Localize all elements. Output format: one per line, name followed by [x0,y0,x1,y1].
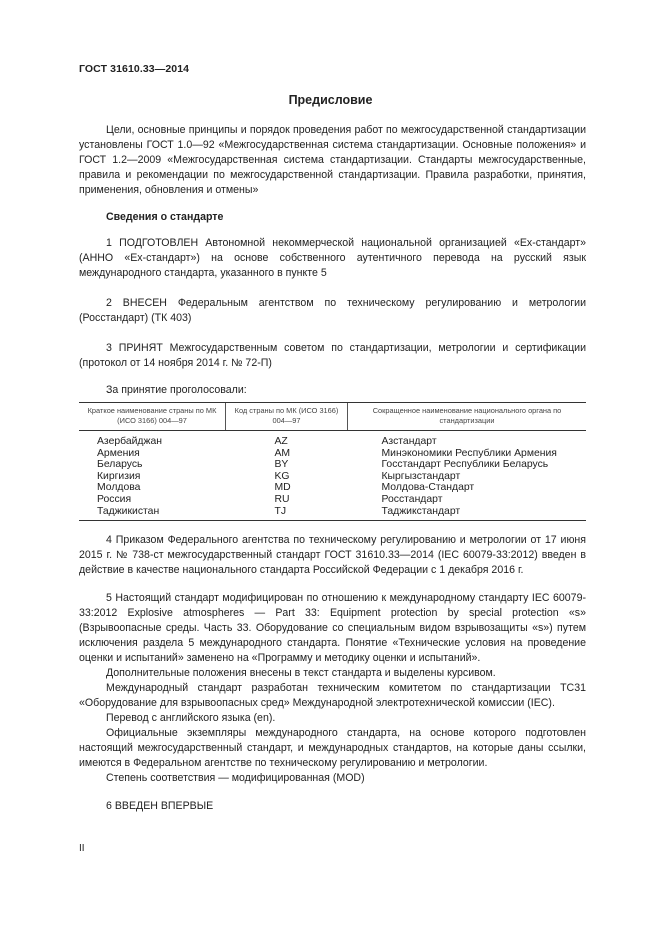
item-5-paragraph: 5 Настоящий стандарт модифицирован по отношению к международному стандарту IEC 60079-33:2012 Explosive atmospheres — Part 33: Equipment protection by special protection «s» (Взрывоопасные среды. Часть 33. Оборудование со специальным видом взрывозащиты «s») путем исключения раздела 5 международного стандарта. Понятие «Технические условия на проведение оценки и испытаний» заменено на «Программу и методику оценки и испытаний». [79,592,586,664]
table-row [79,459,586,471]
body-cell: Госстандарт Республики Беларусь [381,459,549,471]
item-2-paragraph: 2 ВНЕСЕН Федеральным агентством по техническому регулированию и метрологии (Росстандарт) (ТК 403) [79,297,586,324]
table-row [79,506,586,521]
item-5-italic-note: Дополнительные положения внесены в текст стандарта и выделены курсивом. [106,667,496,679]
page-title: Предисловие [288,93,373,107]
country-cell: Таджикистан [79,506,226,521]
item-4-paragraph: 4 Приказом Федерального агентства по техническому регулированию и метрологии от 17 июня 2015 г. № 738-ст межгосударственный стандарт ГОСТ 31610.33—2014 (IEC 60079-33:2012) введен в действие в качестве национального стандарта Российской Федерации с 1 декабря 2016 г. [79,534,586,576]
voting-table [79,402,586,521]
item-3-paragraph: 3 ПРИНЯТ Межгосударственным советом по стандартизации, метрологии и сертификации (протокол от 14 ноября 2014 г. № 72-П) [79,342,586,369]
intro-paragraph: Цели, основные принципы и порядок проведения работ по межгосударственной стандартизации установлены ГОСТ 1.0—92 «Межгосударственная система стандартизации. Основные положения» и ГОСТ 1.2—2009 «Межгосударственная система стандартизации. Стандарты межгосударственные, правила и рекомендации по межгосударственной стандартизации. Правила разработки, принятия, применения, обновления и отмены» [79,124,586,196]
table-row [79,482,586,494]
code-cell: RU [274,493,290,505]
code-cell: MD [274,482,291,494]
country-cell: Киргизия [97,470,141,482]
code-cell: AM [274,447,291,459]
item-6-paragraph: 6 ВВЕДЕН ВПЕРВЫЕ [106,800,214,812]
document-code: ГОСТ 31610.33—2014 [79,63,190,75]
item-5-copies-paragraph: Официальные экземпляры международного стандарта, на основе которого подготовлен настоящий межгосударственный стандарт, и международных стандартов, на которые даны ссылки, имеются в Федеральном агентстве по техническому регулированию и метрологии. [79,727,586,769]
body-cell: Минэкономики Республики Армения [381,447,557,459]
table-row [79,471,586,483]
section-heading: Сведения о стандарте [106,211,224,223]
column-header-country: Краткое наименование страны по МК (ИСО 3166) 004—97 [79,403,226,431]
country-cell: Беларусь [97,459,143,471]
country-cell: Азербайджан [97,436,162,447]
item-5-tc-paragraph: Международный стандарт разработан техническим комитетом по стандартизации ТС31 «Оборудование для взрывоопасных сред» Международной электротехнической комиссии (IEC). [79,682,586,709]
country-cell: Молдова [97,482,141,494]
code-cell: TJ [226,506,348,521]
body-cell: Кыргызстандарт [381,470,461,482]
body-cell: Росстандарт [381,493,443,505]
item-5-conformity-degree: Степень соответствия — модифицированная (MOD) [106,772,365,784]
item-5-translation-note: Перевод с английского языка (en). [106,712,276,724]
code-cell: AZ [274,436,288,447]
column-header-body: Сокращенное наименование национального органа по стандартизации [348,403,587,431]
page-number: II [79,843,85,854]
table-row [79,494,586,506]
body-cell: Таджикстандарт [348,506,587,521]
voted-label: За принятие проголосовали: [106,384,247,396]
table-row [79,431,586,448]
column-header-code: Код страны по МК (ИСО 3166) 004—97 [226,403,348,431]
body-cell: Азстандарт [381,436,437,447]
country-cell: Россия [97,493,132,505]
table-header-row [79,403,586,431]
code-cell: KG [274,470,290,482]
country-cell: Армения [97,447,140,459]
item-1-paragraph: 1 ПОДГОТОВЛЕН Автономной некоммерческой национальной организацией «Ех-стандарт» (АННО «Ех-стандарт») на основе собственного аутентичного перевода на русский язык международного стандарта, указанного в пункте 5 [79,237,586,279]
code-cell: BY [274,459,289,471]
table-row [79,448,586,460]
body-cell: Молдова-Стандарт [381,482,475,494]
